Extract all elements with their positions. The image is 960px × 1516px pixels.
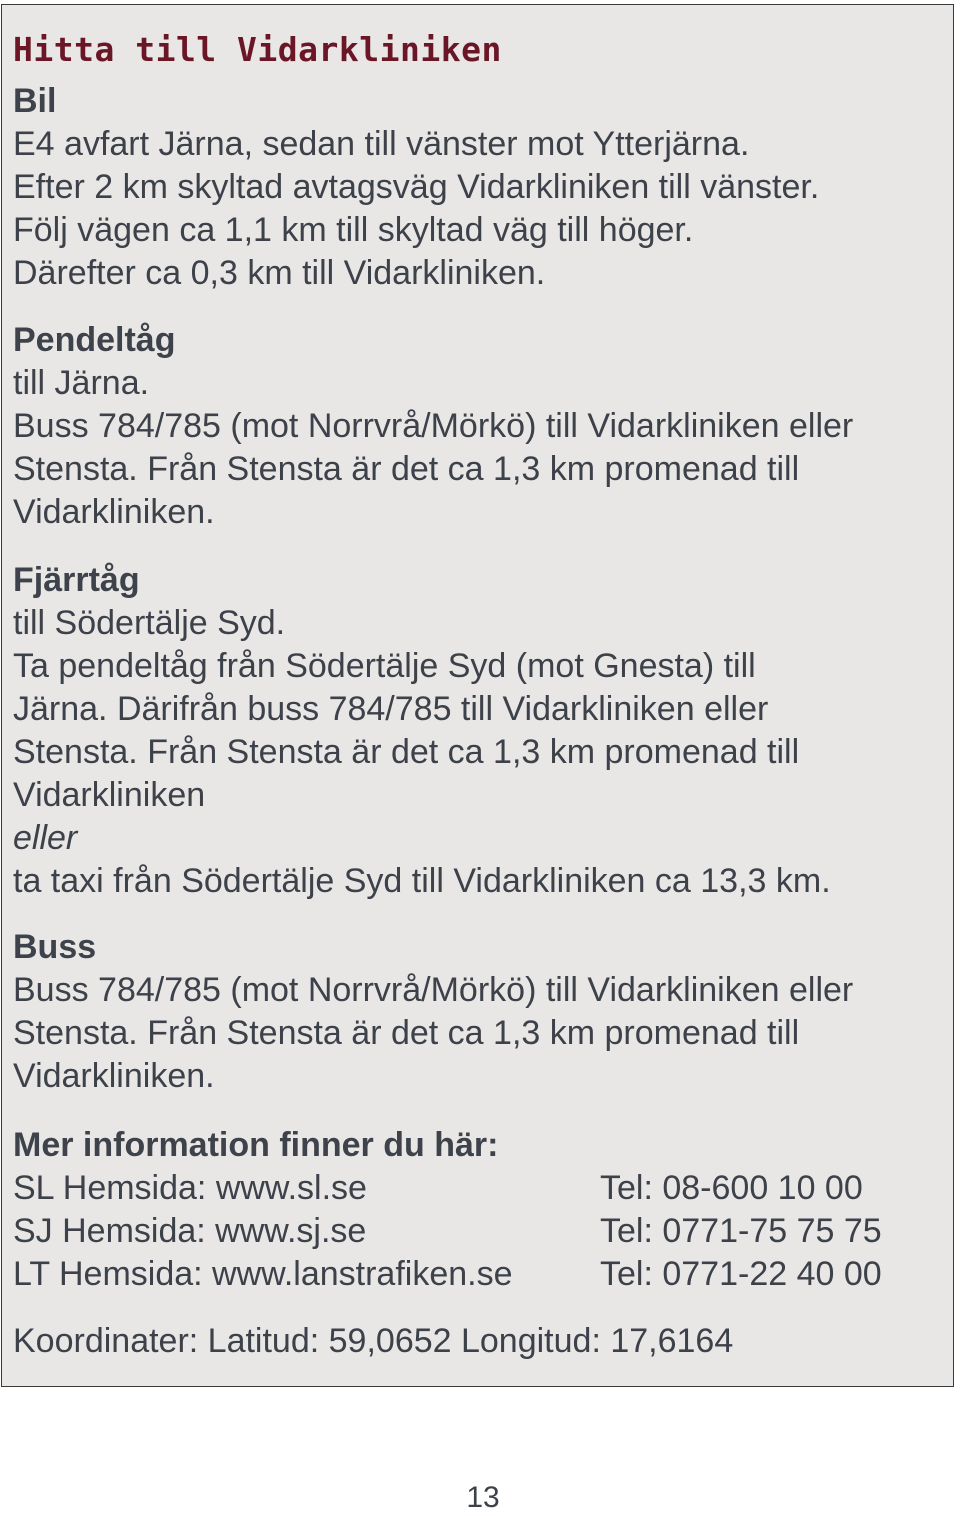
text-line: till Järna. bbox=[13, 364, 150, 402]
section-heading-commuter-train: Pendeltåg bbox=[13, 321, 176, 359]
text-line: Därefter ca 0,3 km till Vidarkliniken. bbox=[13, 254, 546, 292]
page-number: 13 bbox=[466, 1481, 500, 1514]
text-line: till Södertälje Syd. bbox=[13, 604, 286, 642]
info-row bbox=[13, 1253, 882, 1296]
section-heading-bus: Buss bbox=[13, 928, 97, 966]
text-line: Vidarkliniken. bbox=[13, 1057, 215, 1095]
text-line: Stensta. Från Stensta är det ca 1,3 km promenad till bbox=[13, 733, 800, 771]
text-line: Stensta. Från Stensta är det ca 1,3 km promenad till bbox=[13, 450, 800, 488]
more-info-heading: Mer information finner du här: bbox=[13, 1126, 499, 1164]
section-commuter-train bbox=[13, 319, 853, 534]
page-title: Hitta till Vidarkliniken bbox=[13, 30, 502, 69]
website-text: SL Hemsida: www.sl.se bbox=[13, 1169, 367, 1207]
section-long-distance-train bbox=[13, 559, 831, 903]
phone-text: Tel: 0771-75 75 75 bbox=[600, 1212, 882, 1250]
more-info bbox=[13, 1124, 882, 1296]
coordinates-text: Koordinater: Latitud: 59,0652 Longitud: 17,6164 bbox=[13, 1322, 734, 1360]
text-line: Vidarkliniken bbox=[13, 776, 206, 814]
phone-text: Tel: 0771-22 40 00 bbox=[600, 1255, 882, 1293]
text-line: Ta pendeltåg från Södertälje Syd (mot Gnesta) till bbox=[13, 647, 756, 685]
text-line: Vidarkliniken. bbox=[13, 493, 215, 531]
phone-text: Tel: 08-600 10 00 bbox=[600, 1169, 863, 1207]
info-row bbox=[13, 1210, 882, 1253]
section-heading-car: Bil bbox=[13, 82, 57, 120]
text-line: Buss 784/785 (mot Norrvrå/Mörkö) till Vidarkliniken eller bbox=[13, 971, 854, 1009]
text-line-alternative: eller bbox=[13, 819, 78, 857]
text-line: Järna. Därifrån buss 784/785 till Vidarkliniken eller bbox=[13, 690, 769, 728]
website-text: LT Hemsida: www.lanstrafiken.se bbox=[13, 1255, 513, 1293]
section-car bbox=[13, 80, 819, 295]
text-line: ta taxi från Södertälje Syd till Vidarkliniken ca 13,3 km. bbox=[13, 862, 831, 900]
website-text: SJ Hemsida: www.sj.se bbox=[13, 1212, 367, 1250]
text-line: Stensta. Från Stensta är det ca 1,3 km promenad till bbox=[13, 1014, 800, 1052]
text-line: Buss 784/785 (mot Norrvrå/Mörkö) till Vidarkliniken eller bbox=[13, 407, 854, 445]
info-row bbox=[13, 1167, 863, 1210]
section-heading-long-distance-train: Fjärrtåg bbox=[13, 561, 140, 599]
text-line: Följ vägen ca 1,1 km till skyltad väg till höger. bbox=[13, 211, 694, 249]
section-bus bbox=[13, 926, 853, 1098]
text-line: Efter 2 km skyltad avtagsväg Vidarkliniken till vänster. bbox=[13, 168, 820, 206]
text-line: E4 avfart Järna, sedan till vänster mot Ytterjärna. bbox=[13, 125, 750, 163]
